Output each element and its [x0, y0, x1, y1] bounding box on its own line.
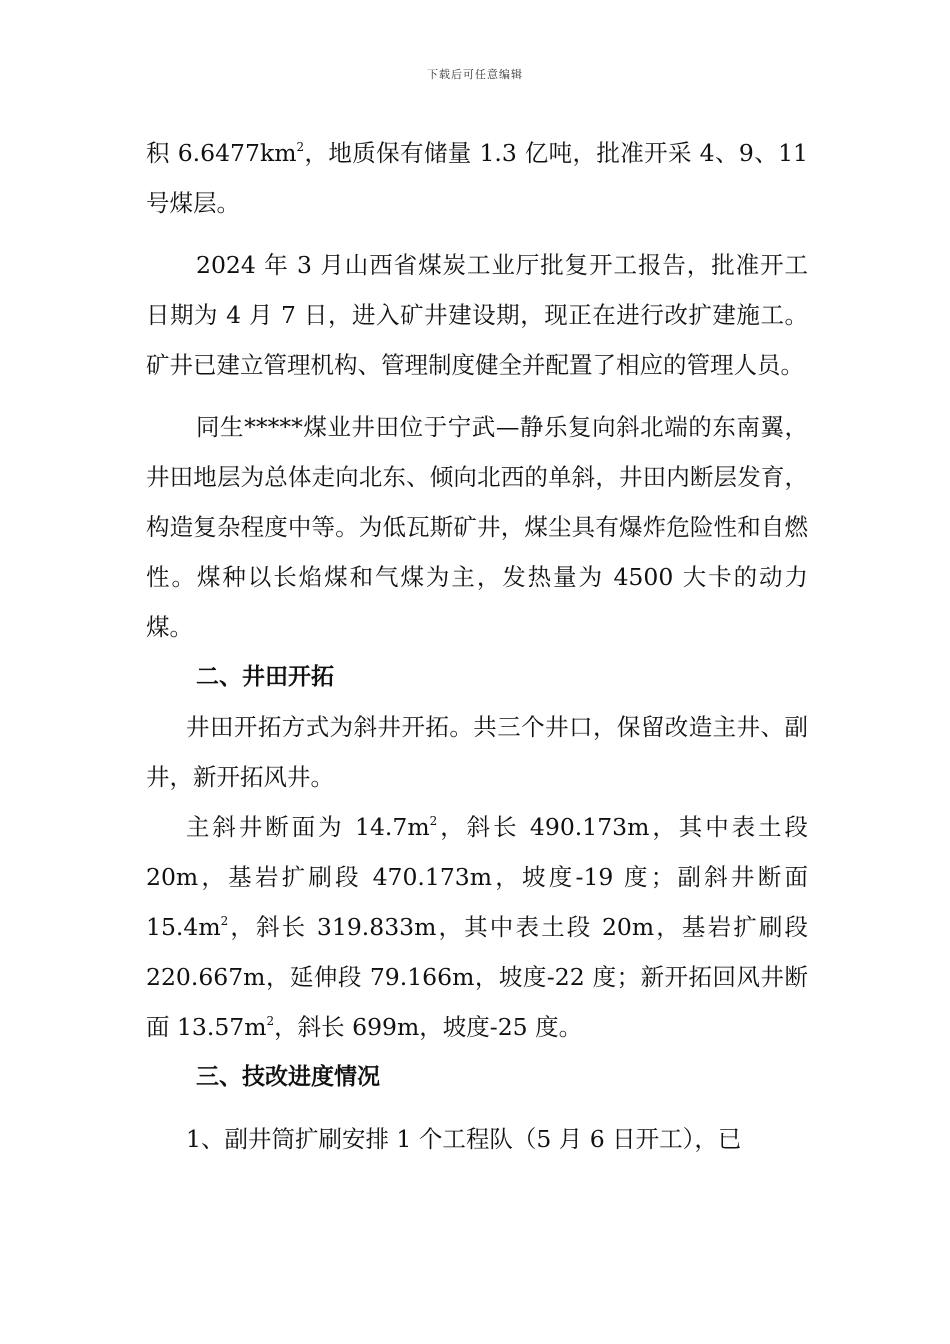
text-span: ，斜长 319.833m，其中表土段 20m，基岩扩刷段 220.667m，延伸段 79.166m，坡度-22 度；新开拓回风井断面 13.57m: [146, 913, 808, 1041]
paragraph-geology: 同生*****煤业井田位于宁武—静乐复向斜北端的东南翼，井田地层为总体走向北东、倾向北西的单斜，井田内断层发育，构造复杂程度中等。为低瓦斯矿井，煤尘具有爆炸危险性和自燃性。煤种以长焰煤和气煤为主，发热量为 4500 大卡的动力煤。: [146, 413, 808, 641]
text-span: 主斜井断面为 14.7m: [186, 813, 430, 841]
text-span: ，斜长 699m，坡度-25 度。: [274, 1013, 583, 1041]
text-span: ，地质保有储量 1.3 亿吨，批准开采 4、9、11 号煤层。: [146, 139, 808, 217]
paragraph-shaft-specs: [146, 802, 808, 1052]
paragraph-reserves: [146, 128, 808, 228]
superscript: 2: [296, 140, 305, 154]
superscript: 2: [266, 1014, 275, 1028]
paragraph-approval: 2024 年 3 月山西省煤炭工业厅批复开工报告，批准开工日期为 4 月 7 日，进入矿井建设期，现正在进行改扩建施工。矿井已建立管理机构、管理制度健全并配置了相应的管理人员。: [146, 251, 808, 379]
text-span: ，斜长 490.173m，其中表土段 20m，基岩扩刷段 470.173m，坡度-19 度；副斜井断面 15.4m: [146, 813, 809, 941]
text-span: 积 6.6477km: [146, 139, 297, 167]
document-body: [146, 128, 808, 1164]
superscript: 2: [429, 814, 438, 828]
paragraph-progress-item-1: 1、副井筒扩刷安排 1 个工程队（5 月 6 日开工），已: [186, 1125, 742, 1153]
paragraph-development-method: 井田开拓方式为斜井开拓。共三个井口，保留改造主井、副井，新开拓风井。: [146, 713, 808, 791]
section-heading-progress: 三、技改进度情况: [196, 1064, 380, 1090]
section-heading-development: 二、井田开拓: [196, 664, 334, 690]
superscript: 2: [220, 914, 229, 928]
header-note: 下载后可任意编辑: [427, 68, 523, 81]
